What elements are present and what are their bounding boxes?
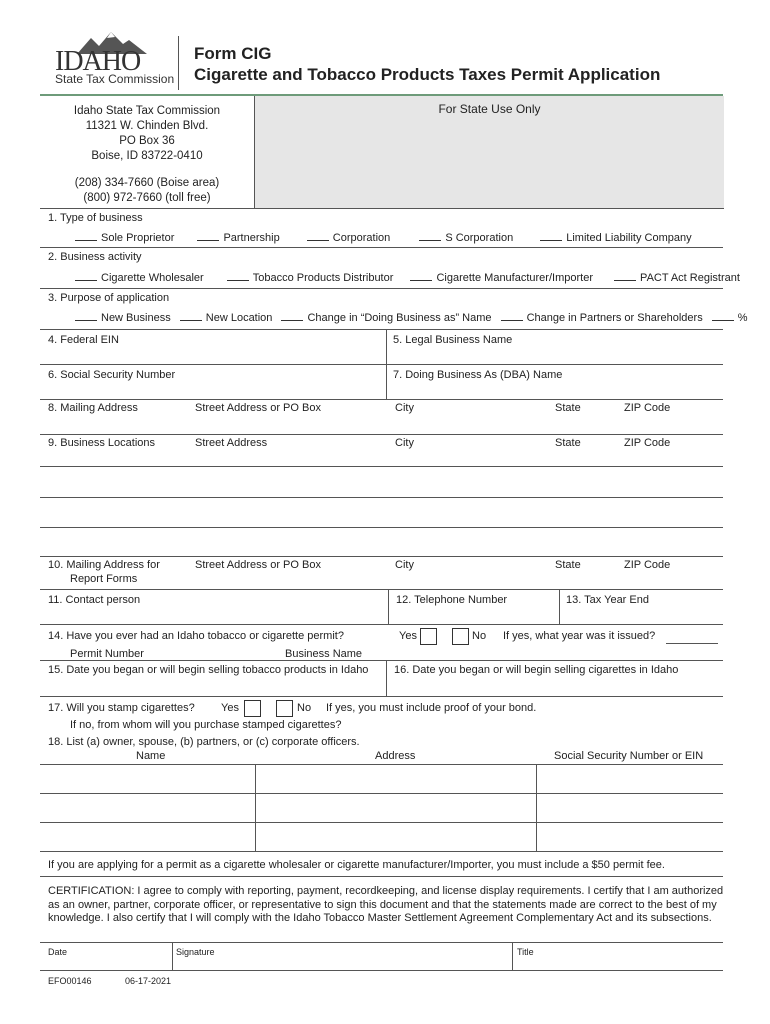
q3-options [75,311,748,324]
option-label: Cigarette Manufacturer/Importer [436,272,593,284]
tobacco-date-field[interactable] [40,678,386,696]
dba-field[interactable] [387,381,723,399]
q18-label: 18. List (a) owner, spouse, (b) partners, or (c) corporate officers. [48,736,360,748]
table-row[interactable] [40,793,723,823]
option-label: PACT Act Registrant [640,272,740,284]
q8-street: Street Address or PO Box [195,402,321,414]
q12-label: 12. Telephone Number [396,594,508,606]
q2-options [75,271,740,284]
col-address: Address [375,750,416,762]
q9-state: State [555,437,581,449]
q16-label: 16. Date you began or will begin selling cigarettes in Idaho [394,664,679,676]
officers-table [40,764,723,852]
blank-line[interactable] [180,311,202,321]
blank-line[interactable] [307,231,329,241]
ssn-field[interactable] [40,381,386,399]
blank-line[interactable] [75,271,97,281]
col-ssn: Social Security Number or EIN [554,750,704,762]
date-label: Date [48,947,68,957]
permit-number-label: Permit Number [70,648,144,660]
federal-ein-field[interactable] [40,346,386,364]
title-label: Title [517,947,534,957]
blank-line[interactable] [75,311,97,321]
blank-line[interactable] [75,231,97,241]
q5-label: 5. Legal Business Name [393,334,513,346]
q3-label: 3. Purpose of application [48,292,170,304]
q14-yes-label: Yes [399,630,417,642]
phone-line: (208) 334-7660 (Boise area) [74,177,220,189]
form-code: Form CIG [194,44,272,63]
state-use-label: For State Use Only [438,102,541,116]
q10-city: City [395,559,414,571]
q9-street: Street Address [195,437,268,449]
q6-label: 6. Social Security Number [48,369,176,381]
signature-label: Signature [176,947,215,957]
q11-label: 11. Contact person [48,594,141,606]
option-label: Limited Liability Company [566,232,692,244]
option-label: Sole Proprietor [101,232,175,244]
option-label: S Corporation [445,232,514,244]
contact-person-field[interactable] [40,606,388,624]
q1-options [75,231,692,244]
footer-date: 06-17-2021 [125,976,172,986]
form-title: Cigarette and Tobacco Products Taxes Permit Application [194,65,661,84]
business-name-label: Business Name [285,648,363,660]
q14-no-checkbox[interactable] [452,628,469,645]
blank-line[interactable] [197,231,219,241]
state-use-box [254,96,724,209]
option-label: Change in Partners or Shareholders [526,312,703,324]
q8-state: State [555,402,581,414]
q10-zip: ZIP Code [624,559,671,571]
blank-line[interactable] [712,311,734,321]
date-field[interactable] [40,957,172,970]
q17-yes-label: Yes [221,702,239,714]
q9-label: 9. Business Locations [48,437,156,449]
option-label: New Location [205,312,273,324]
col-name: Name [136,750,166,762]
percent-label: % [737,312,748,324]
q1-label: 1. Type of business [48,212,143,224]
q4-label: 4. Federal EIN [48,334,119,346]
idaho-logo [55,32,173,88]
blank-line[interactable] [281,311,303,321]
q17-no-checkbox[interactable] [276,700,293,717]
q8-zip: ZIP Code [624,402,671,414]
logo-brand: IDAHO [55,46,141,77]
blank-line[interactable] [227,271,249,281]
q15-label: 15. Date you began or will begin selling tobacco products in Idaho [48,664,369,676]
q8-city: City [395,402,414,414]
q14-followup: If yes, what year was it issued? [503,630,656,642]
logo-subtitle: State Tax Commission [55,72,175,86]
signature-field[interactable] [173,957,512,970]
option-label: Partnership [223,232,280,244]
q14-yes-checkbox[interactable] [420,628,437,645]
blank-line[interactable] [501,311,523,321]
option-label: New Business [101,312,171,324]
option-label: Corporation [332,232,391,244]
address-line: Boise, ID 83722-0410 [91,150,203,162]
option-label: Change in “Doing Business as” Name [307,312,492,324]
q9-zip: ZIP Code [624,437,671,449]
table-row[interactable] [40,764,723,794]
location-line[interactable] [40,497,723,498]
q8-label: 8. Mailing Address [48,402,138,414]
cigarette-date-field[interactable] [387,678,723,696]
q14-no-label: No [472,630,487,642]
blank-line[interactable] [410,271,432,281]
q10-street: Street Address or PO Box [195,559,321,571]
q13-label: 13. Tax Year End [566,594,649,606]
mailing-address-field[interactable] [40,416,723,434]
table-row[interactable] [40,822,723,852]
location-line[interactable] [40,527,723,528]
agency-address [40,96,254,208]
blank-line[interactable] [614,271,636,281]
address-line: 11321 W. Chinden Blvd. [85,120,209,132]
q10-state: State [555,559,581,571]
q9-city: City [395,437,414,449]
q7-label: 7. Doing Business As (DBA) Name [393,369,563,381]
phone-line: (800) 972-7660 (toll free) [83,192,211,204]
q14-year-field[interactable] [666,643,718,644]
telephone-field[interactable] [389,606,559,624]
tax-year-end-field[interactable] [560,606,723,624]
q17-followup: If yes, you must include proof of your bond. [326,702,537,714]
certification-text: CERTIFICATION: I agree to comply with reporting, payment, recordkeeping, and license display requirements. I certify that I am authorized as an owner, partner, corporate officer, or representative to sign this document and that the statements made are correct to the best of my knowledge. I also certify that I will comply with the Idaho Tobacco Master Settlement Agreement Complementary Act and its subsections. [48,885,724,924]
address-line: Idaho State Tax Commission [73,105,221,117]
blank-line[interactable] [540,231,562,241]
blank-line[interactable] [419,231,441,241]
q10-label: 10. Mailing Address for [48,559,160,571]
fee-note: If you are applying for a permit as a cigarette wholesaler or cigarette manufacturer/Importer, you must include a $50 permit fee. [48,859,665,871]
q17-line2: If no, from whom will you purchase stamped cigarettes? [70,719,342,731]
q14-label: 14. Have you ever had an Idaho tobacco or cigarette permit? [48,630,344,642]
q2-label: 2. Business activity [48,251,142,263]
q17-yes-checkbox[interactable] [244,700,261,717]
q17-label: 17. Will you stamp cigarettes? [48,702,195,714]
q10-label-2: Report Forms [70,573,138,585]
address-line: PO Box 36 [119,135,175,147]
q17-no-label: No [297,702,312,714]
option-label: Tobacco Products Distributor [252,272,394,284]
location-line[interactable] [40,466,723,467]
title-field[interactable] [513,957,723,970]
footer-code: EFO00146 [48,976,92,986]
option-label: Cigarette Wholesaler [101,272,204,284]
legal-name-field[interactable] [387,346,723,364]
